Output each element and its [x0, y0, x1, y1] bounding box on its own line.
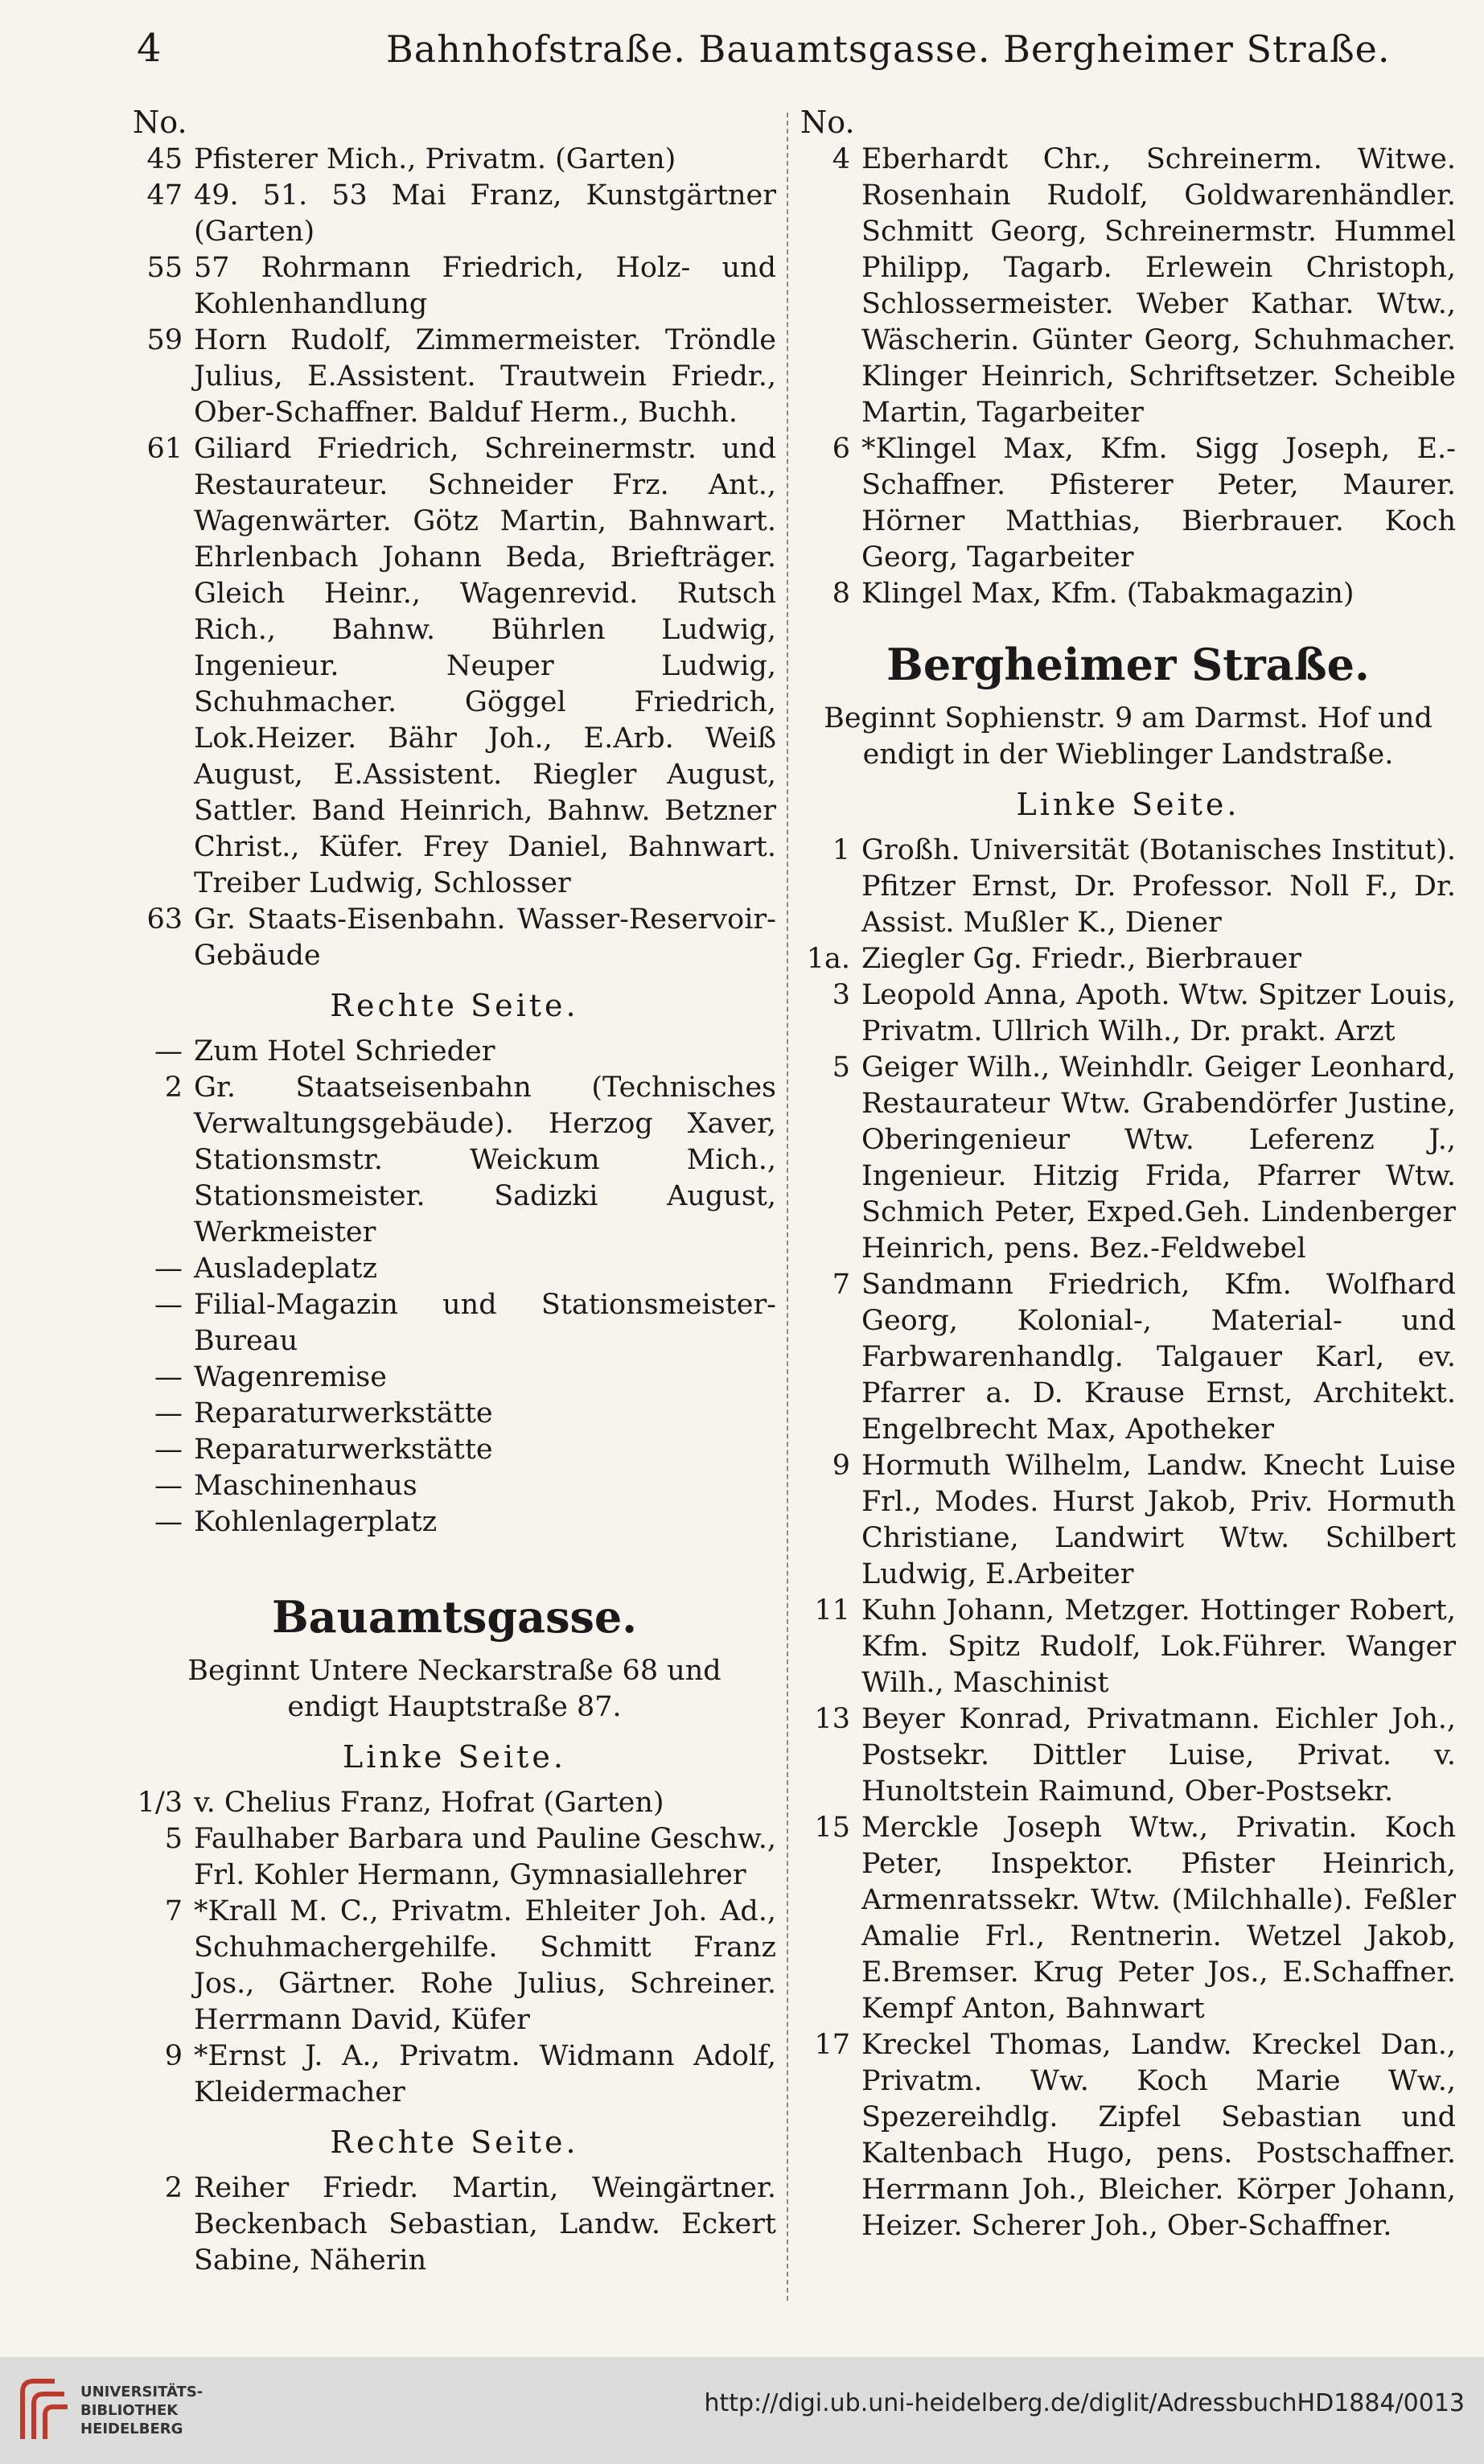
list-item [800, 431, 1456, 576]
list-item [133, 1034, 776, 1070]
column-divider [787, 113, 788, 2301]
entry-text: Reparaturwerkstätte [194, 1397, 493, 1429]
entry-text: Hormuth Wilhelm, Landw. Knecht Luise Frl., Modes. Hurst Jakob, Priv. Hormuth Christiane, Landwirt Wtw. Schilbert Ludwig, E.Arbeiter [861, 1450, 1456, 1590]
house-number: 2 [164, 1072, 183, 1104]
house-number: 9 [164, 2040, 183, 2072]
running-title: Bahnhofstraße. Bauamtsgasse. Bergheimer Straße. [386, 27, 1391, 71]
street-heading-bauamtsgasse: Bauamtsgasse. [271, 1591, 638, 1643]
entry-text: Merckle Joseph Wtw., Privatin. Koch Peter, Inspektor. Pfister Heinrich, Armenratssekr. Wtw. (Milchhalle). Feßler Amalie Frl., Rentnerin. Wetzel Jakob, E.Bremser. Krug Peter Jos., E.Schaffner. Kempf Anton, Bahnwart [861, 1812, 1456, 2025]
list-item [800, 1810, 1456, 2027]
list-item [800, 1593, 1456, 1701]
house-number: 17 [814, 2029, 850, 2061]
entry-text: Gr. Staats-Eisenbahn. Wasser-Reservoir-Gebäude [194, 903, 776, 972]
entry-text: Faulhaber Barbara und Pauline Geschw., Frl. Kohler Hermann, Gymnasiallehrer [194, 1823, 776, 1891]
entry-text: Wagenremise [194, 1361, 387, 1393]
entry-text: Geiger Wilh., Weinhdlr. Geiger Leonhard, Restaurateur Wtw. Grabendörfer Justine, Oberingenieur Wtw. Leferenz J., Ingenieur. Hitzig Frida, Pfarrer Wtw. Schmich Peter, Exped.Geh. Lindenberger Heinrich, pens. Bez.-Feldwebel [861, 1051, 1456, 1265]
house-number: 2 [164, 2172, 183, 2204]
entry-text: Klingel Max, Kfm. (Tabakmagazin) [861, 578, 1355, 610]
house-number: 5 [164, 1823, 183, 1855]
house-number: 7 [832, 1269, 850, 1301]
house-number: 8 [832, 578, 850, 610]
entry-text: Kuhn Johann, Metzger. Hottinger Robert, Kfm. Spitz Rudolf, Lok.Führer. Wanger Wilh., Maschinist [861, 1594, 1456, 1699]
list-item [133, 250, 776, 323]
list-item [133, 2038, 776, 2111]
list-item [800, 941, 1456, 977]
house-number: — [154, 1289, 183, 1321]
list-item [133, 902, 776, 974]
house-number: 63 [146, 903, 183, 936]
list-item [800, 142, 1456, 431]
entry-text: Leopold Anna, Apoth. Wtw. Spitzer Louis, Privatm. Ullrich Wilh., Dr. prakt. Arzt [861, 979, 1456, 1047]
house-number: 13 [814, 1703, 850, 1735]
list-item [133, 1251, 776, 1287]
list-item [133, 1468, 776, 1504]
list-item [133, 178, 776, 250]
entry-text: Großh. Universität (Botanisches Institut). Pfitzer Ernst, Dr. Professor. Noll F., Dr. Assist. Mußler K., Diener [861, 834, 1456, 939]
list-item [133, 2170, 776, 2279]
entry-text: Kohlenlagerplatz [194, 1506, 438, 1538]
house-number: — [154, 1035, 183, 1067]
source-url-link[interactable]: http://digi.ub.uni-heidelberg.de/diglit/AdressbuchHD1884/0013 [704, 2389, 1465, 2417]
list-item [133, 142, 776, 178]
house-number: 15 [814, 1812, 850, 1844]
right-column [800, 105, 1456, 2244]
house-number: — [154, 1506, 183, 1538]
house-number: 3 [832, 979, 850, 1011]
list-item [133, 1287, 776, 1360]
entry-text: Maschinenhaus [194, 1470, 417, 1502]
entry-text: Gr. Staatseisenbahn (Technisches Verwaltungsgebäude). Herzog Xaver, Stationsmstr. Weickum Mich., Stationsmeister. Sadizki August, Werkmeister [194, 1072, 776, 1248]
house-number: — [154, 1397, 183, 1429]
entry-text: Sandmann Friedrich, Kfm. Wolfhard Georg, Kolonial-, Material- und Farbwarenhandlg. Talgauer Karl, ev. Pfarrer a. D. Krause Ernst, Architekt. Engelbrecht Max, Apotheker [861, 1269, 1456, 1446]
house-number: 61 [146, 433, 183, 465]
library-name: UNIVERSITÄTS- BIBLIOTHEK HEIDELBERG [80, 2384, 203, 2437]
entry-text: Eberhardt Chr., Schreinerm. Witwe. Rosenhain Rudolf, Goldwarenhändler. Schmitt Georg, Schreinermstr. Hummel Philipp, Tagarb. Erlewein Christoph, Schlossermeister. Weber Kathar. Wtw., Wäscherin. Günter Georg, Schuhmacher. Klinger Heinrich, Schriftsetzer. Scheible Martin, Tagarbeiter [861, 143, 1456, 429]
list-item [133, 1396, 776, 1432]
entry-text: 49. 51. 53 Mai Franz, Kunstgärtner (Garten) [194, 179, 776, 248]
house-number: 5 [832, 1051, 850, 1084]
list-item [133, 1821, 776, 1894]
entry-text: Reiher Friedr. Martin, Weingärtner. Beckenbach Sebastian, Landw. Eckert Sabine, Näherin [194, 2172, 776, 2277]
entry-text: Kreckel Thomas, Landw. Kreckel Dan., Privatm. Ww. Koch Marie Ww., Spezereihdlg. Zipfel Sebastian und Kaltenbach Hugo, pens. Postschaffner. Herrmann Joh., Bleicher. Körper Johann, Heizer. Scherer Joh., Ober-Schaffner. [861, 2029, 1456, 2242]
house-number: 45 [146, 143, 183, 175]
page-header [129, 19, 1448, 76]
entry-text: Reparaturwerkstätte [194, 1434, 493, 1466]
house-number: 4 [832, 143, 850, 175]
entry-text: Ziegler Gg. Friedr., Bierbrauer [861, 943, 1301, 975]
list-item [800, 1267, 1456, 1448]
viewer-footer [0, 2357, 1484, 2464]
list-item [800, 1448, 1456, 1593]
entry-text: Giliard Friedrich, Schreinermstr. und Restaurateur. Schneider Frz. Ant., Wagenwärter. Götz Martin, Bahnwart. Ehrlenbach Johann Beda, Briefträger. Gleich Heinr., Wagenrevid. Rutsch Rich., Bahnw. Bührlen Ludwig, Ingenieur. Neuper Ludwig, Schuhmacher. Göggel Friedrich, Lok.Heizer. Bähr Joh., E.Arb. Weiß August, E.Assistent. Riegler August, Sattler. Band Heinrich, Bahnw. Betzner Christ., Küfer. Frey Daniel, Bahnwart. Treiber Ludwig, Schlosser [194, 433, 776, 899]
street-intro: Beginnt Untere Neckarstraße 68 und endigt Hauptstraße 87. [187, 1655, 721, 1723]
list-item [800, 1050, 1456, 1267]
entry-text: Filial-Magazin und Stationsmeister-Bureau [194, 1289, 776, 1357]
house-number: 47 [146, 179, 183, 212]
number-column-label: No. [800, 105, 855, 140]
entry-text: Beyer Konrad, Privatmann. Eichler Joh., Postsekr. Dittler Luise, Privat. v. Hunoltstein Raimund, Ober-Postsekr. [861, 1703, 1456, 1808]
number-column-label: No. [133, 105, 187, 140]
house-number: 55 [146, 252, 183, 284]
left-column [133, 105, 776, 2279]
list-item [800, 1701, 1456, 1810]
house-number: 11 [814, 1594, 850, 1627]
entry-text: *Ernst J. A., Privatm. Widmann Adolf, Kleidermacher [194, 2040, 776, 2108]
house-number: 1/3 [137, 1787, 183, 1819]
list-item [800, 977, 1456, 1050]
house-number: — [154, 1470, 183, 1502]
list-item [133, 1785, 776, 1821]
list-item [133, 1504, 776, 1541]
section-label-left-side: Linke Seite. [1016, 787, 1240, 822]
house-number: 9 [832, 1450, 850, 1482]
list-item [133, 323, 776, 431]
house-number: — [154, 1253, 183, 1285]
entry-text: v. Chelius Franz, Hofrat (Garten) [194, 1787, 664, 1819]
list-item [800, 576, 1456, 612]
section-label-left-side: Linke Seite. [343, 1739, 566, 1775]
entry-text: Pfisterer Mich., Privatm. (Garten) [194, 143, 676, 175]
library-logo-icon [16, 2376, 72, 2444]
page-number: 4 [137, 26, 162, 71]
list-item [133, 1894, 776, 2038]
list-item [133, 431, 776, 902]
house-number: 6 [832, 433, 850, 465]
house-number: — [154, 1434, 183, 1466]
house-number: 7 [164, 1895, 183, 1927]
list-item [133, 1360, 776, 1396]
street-intro: Beginnt Sophienstr. 9 am Darmst. Hof und endigt in der Wieblinger Landstraße. [824, 702, 1433, 771]
house-number: 1a. [806, 943, 850, 975]
list-item [800, 2027, 1456, 2244]
entry-text: 57 Rohrmann Friedrich, Holz- und Kohlenhandlung [194, 252, 776, 320]
section-label-right-side: Rechte Seite. [330, 2125, 579, 2160]
house-number: 1 [832, 834, 850, 866]
entry-text: Zum Hotel Schrieder [194, 1035, 495, 1067]
section-label-right-side: Rechte Seite. [330, 988, 579, 1023]
entry-text: Horn Rudolf, Zimmermeister. Tröndle Julius, E.Assistent. Trautwein Friedr., Ober-Schaffner. Balduf Herm., Buchh. [194, 324, 776, 429]
entry-text: *Klingel Max, Kfm. Sigg Joseph, E.-Schaffner. Pfisterer Peter, Maurer. Hörner Matthias, Bierbrauer. Koch Georg, Tagarbeiter [861, 433, 1456, 574]
street-heading-bergheimer-strasse: Bergheimer Straße. [886, 639, 1370, 690]
list-item [133, 1070, 776, 1251]
list-item [800, 833, 1456, 941]
house-number: 59 [146, 324, 183, 356]
list-item [133, 1432, 776, 1468]
entry-text: Ausladeplatz [194, 1253, 377, 1285]
entry-text: *Krall M. C., Privatm. Ehleiter Joh. Ad., Schuhmachergehilfe. Schmitt Franz Jos., Gärtner. Rohe Julius, Schreiner. Herrmann David, Küfer [194, 1895, 776, 2036]
house-number: — [154, 1361, 183, 1393]
